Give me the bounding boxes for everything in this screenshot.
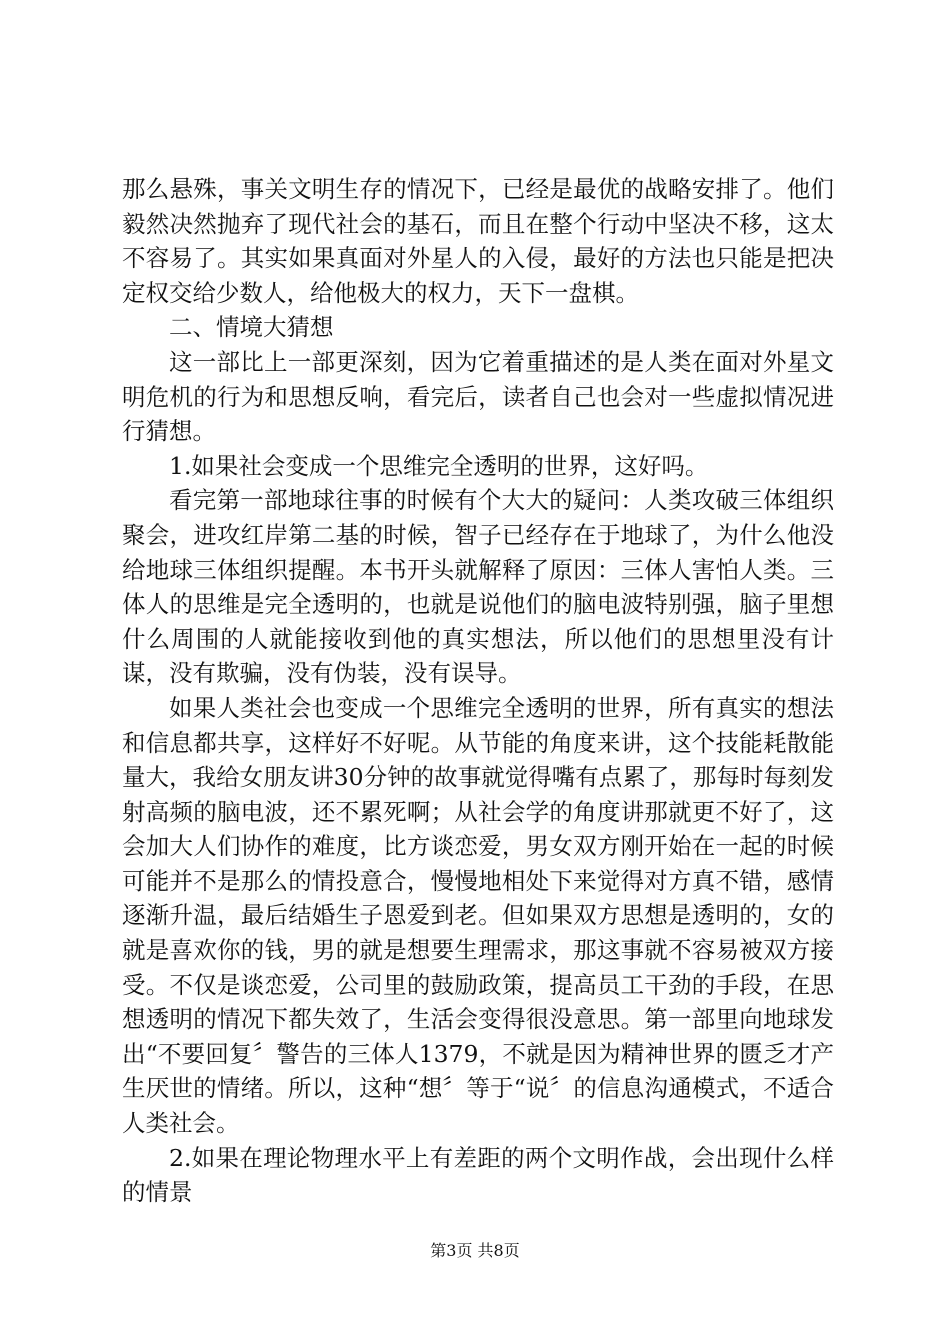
- document-body: [122, 172, 834, 1210]
- paragraph: 如果人类社会也变成一个思维完全透明的世界，所有真实的想法和信息都共享，这样好不好呢。从节能的角度来讲，这个技能耗散能量大，我给女朋友讲30分钟的故事就觉得嘴有点累了，那每时每刻发射高频的脑电波，还不累死啊；从社会学的角度讲那就更不好了，这会加大人们协作的难度，比方谈恋爱，男女双方刚开始在一起的时候可能并不是那么的情投意合，慢慢地相处下来觉得对方真不错，感情逐渐升温，最后结婚生子恩爱到老。但如果双方思想是透明的，女的就是喜欢你的钱，男的就是想要生理需求，那这事就不容易被双方接受。不仅是谈恋爱，公司里的鼓励政策，提高员工干劲的手段，在思想透明的情况下都失效了，生活会变得很没意思。第一部里向地球发出“不要回复〞警告的三体人1379，不就是因为精神世界的匮乏才产生厌世的情绪。所以，这种“想〞等于“说〞的信息沟通模式，不适合人类社会。: [122, 693, 834, 1138]
- page-number-footer: 第3页 共8页: [430, 1241, 520, 1260]
- paragraph: 看完第一部地球往事的时候有个大大的疑问：人类攻破三体组织聚会，进攻红岸第二基的时候，智子已经存在于地球了，为什么他没给地球三体组织提醒。本书开头就解释了原因：三体人害怕人类。三体人的思维是完全透明的，也就是说他们的脑电波特别强，脑子里想什么周围的人就能接收到他的真实想法，所以他们的思想里没有计谋，没有欺骗，没有伪装，没有误导。: [122, 486, 834, 688]
- subheading-2: 2.如果在理论物理水平上有差距的两个文明作战，会出现什么样的情景: [122, 1143, 834, 1207]
- paragraph-continuation: 那么悬殊，事关文明生存的情况下，已经是最优的战略安排了。他们毅然决然抛弃了现代社会的基石，而且在整个行动中坚决不移，这太不容易了。其实如果真面对外星人的入侵，最好的方法也只能是把决定权交给少数人，给他极大的权力，天下一盘棋。: [122, 175, 834, 307]
- paragraph: 这一部比上一部更深刻，因为它着重描述的是人类在面对外星文明危机的行为和思想反响，看完后，读者自己也会对一些虚拟情况进行猜想。: [122, 347, 834, 446]
- subheading-1: 1.如果社会变成一个思维完全透明的世界，这好吗。: [169, 451, 709, 480]
- section-heading: 二、情境大猜想: [169, 313, 334, 342]
